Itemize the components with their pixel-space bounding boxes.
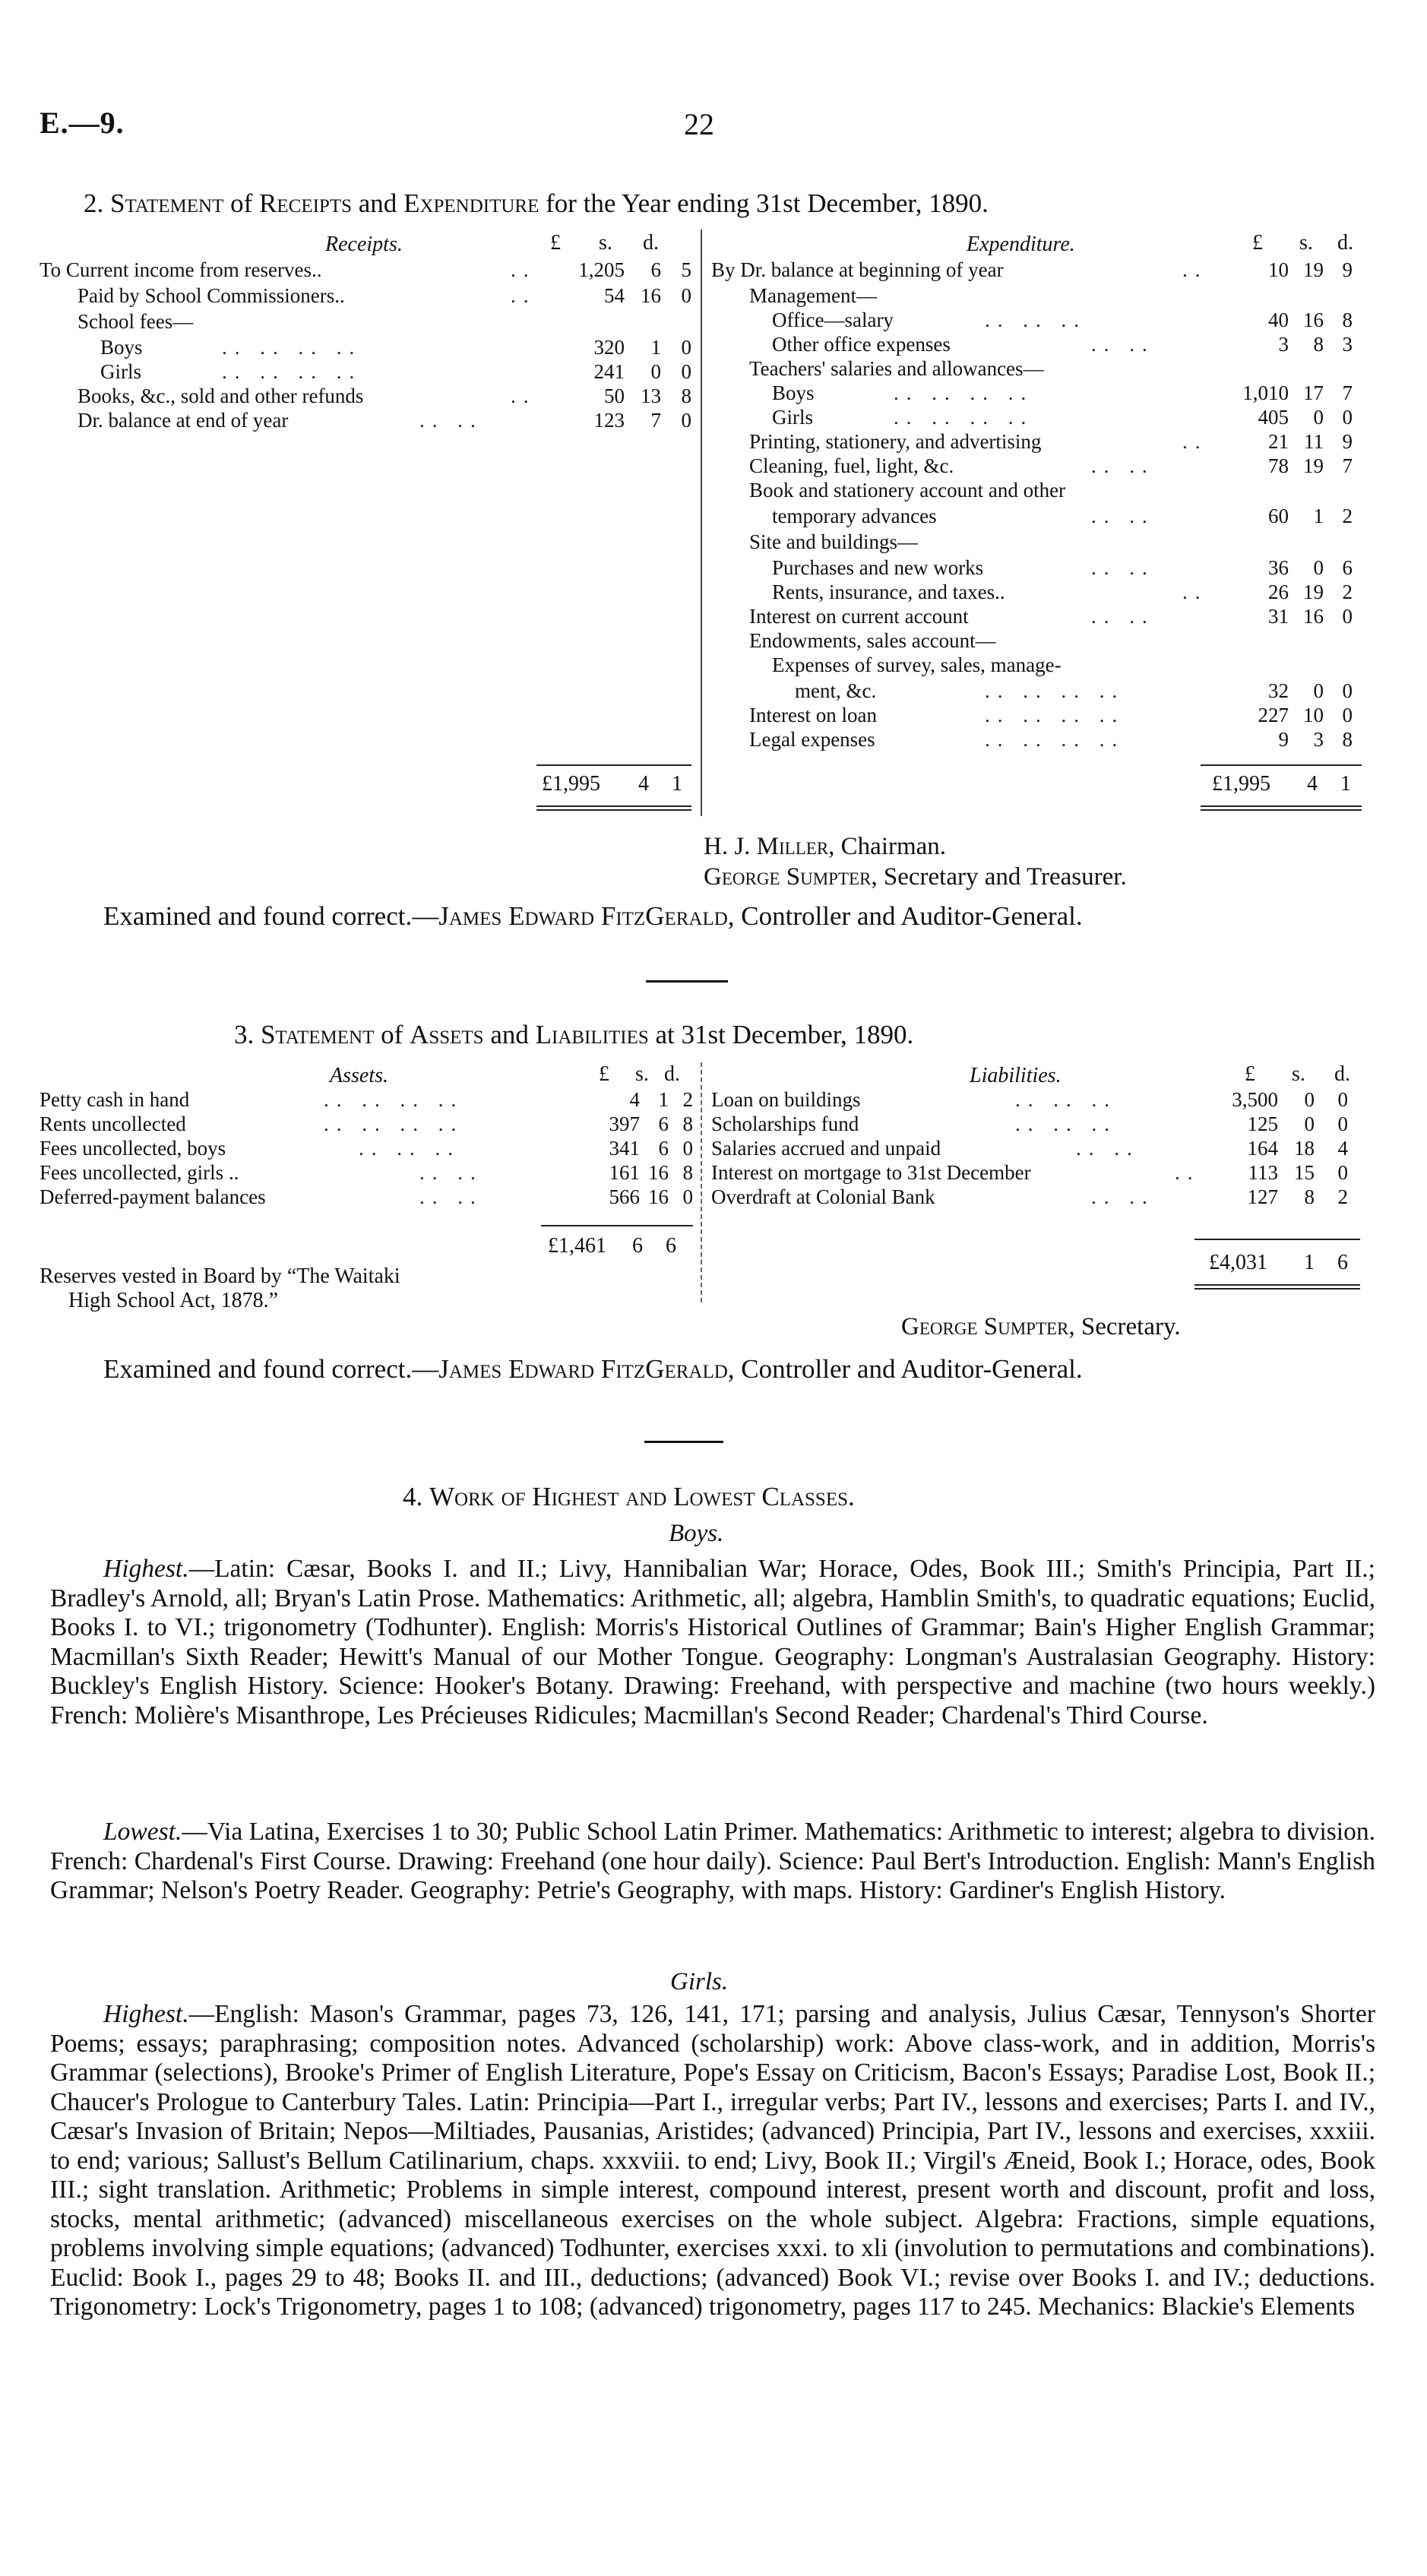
liabilities-total-double-rule	[1194, 1284, 1360, 1290]
receipt-row: Paid by School Commissioners.. .. 54 16 0	[78, 284, 691, 307]
receipts-expenditure-divider	[701, 229, 702, 816]
reserves-note-line2: High School Act, 1878.”	[68, 1289, 279, 1312]
expenditure-row: By Dr. balance at beginning of year .. 10 19 9	[711, 258, 1353, 281]
expenditure-row: Site and buildings—	[749, 530, 918, 553]
section4-title: 4. Work of Highest and Lowest Classes.	[403, 1482, 855, 1511]
boys-highest-paragraph: Highest.—Latin: Cæsar, Books I. and II.; Livy, Hannibalian War; Horace, Odes, Book III.; Smith's Principia, Part II.; Bradley's Arnold, all; Bryan's Latin Prose. Mathematics: Arithmetic, all; algebra, Hamblin Smith's, to quadratic equations; Euclid, Books I. to VI.; trigonometry (Todhunter). English: Morris's Historical Outlines of Grammar; Bain's Higher English Grammar; Macmillan's Sixth Reader; Hewitt's Manual of our Mother Tongue. Geography: Longman's Australasian Geography. History: Buckley's English History. Science: Hooker's Botany. Drawing: Freehand, with perspective and machine (two hours weekly.) French: Molière's Misanthrope, Les Précieuses Ridicules; Macmillan's Second Reader; Chardenal's Third Course.	[50, 1555, 1375, 1729]
liabilities-pence-unit: d.	[1334, 1062, 1350, 1086]
receipts-shilling-unit: s.	[599, 231, 612, 255]
expenditure-row: Teachers' salaries and allowances—	[749, 357, 1044, 380]
expenditure-row: Other office expenses .. .. 3 8 3	[772, 333, 1353, 356]
expenditure-shilling-unit: s.	[1299, 231, 1313, 255]
expenditure-total-rule	[1201, 764, 1362, 766]
receipts-pound-unit: £	[550, 231, 561, 255]
receipts-pence-unit: d.	[643, 231, 659, 255]
liabilities-total: £4,031 1 6	[1209, 1251, 1348, 1274]
asset-row: Deferred-payment balances .. .. 566 16 0	[40, 1185, 693, 1208]
expenditure-pound-unit: £	[1252, 231, 1263, 255]
liability-row: Salaries accrued and unpaid .. .. 164 18 4	[711, 1137, 1348, 1160]
secretary-treasurer-signature: George Sumpter, Secretary and Treasurer.	[704, 863, 1127, 891]
section2-title: 2. Statement of Receipts and Expenditure for the Year ending 31st December, 1890.	[84, 188, 989, 218]
expenditure-row: Interest on current account .. .. 31 16 0	[749, 605, 1353, 628]
asset-row: Fees uncollected, boys .. .. .. 341 6 0	[40, 1137, 693, 1160]
receipts-total-double-rule	[536, 805, 691, 811]
liabilities-pound-unit: £	[1245, 1062, 1255, 1086]
liability-row: Overdraft at Colonial Bank .. .. 127 8 2	[711, 1185, 1348, 1208]
audit-statement: Examined and found correct.—James Edward FitzGerald, Controller and Auditor-General.	[103, 901, 1083, 931]
receipt-row: School fees—	[78, 310, 194, 333]
expenditure-total: £1,995 4 1	[1212, 772, 1351, 796]
receipts-heading: Receipts.	[325, 233, 403, 256]
receipt-row: To Current income from reserves.. .. 1,205 6 5	[40, 258, 691, 281]
expenditure-row: Girls .. .. .. .. 405 0 0	[772, 406, 1353, 429]
asset-row: Petty cash in hand .. .. .. .. 4 1 2	[40, 1088, 693, 1111]
audit-statement-assets: Examined and found correct.—James Edward FitzGerald, Controller and Auditor-General.	[103, 1354, 1083, 1384]
expenditure-row: Rents, insurance, and taxes.. .. 26 19 2	[772, 581, 1353, 603]
expenditure-row: Legal expenses .. .. .. .. 9 3 8	[749, 728, 1353, 751]
expenditure-row: ment, &c. .. .. .. .. 32 0 0	[795, 679, 1353, 702]
assets-liabilities-divider	[701, 1062, 702, 1302]
expenditure-total-double-rule	[1201, 805, 1362, 811]
expenditure-row: Cleaning, fuel, light, &c. .. .. 78 19 7	[749, 454, 1353, 477]
expenditure-row: Book and stationery account and other	[749, 479, 1066, 502]
receipts-total: £1,995 4 1	[542, 772, 682, 796]
receipts-total-rule	[536, 764, 691, 766]
assets-total: £1,461 6 6	[548, 1234, 676, 1258]
receipt-row: Girls .. .. .. .. 241 0 0	[100, 360, 691, 383]
section-divider	[646, 980, 728, 983]
asset-row: Fees uncollected, girls .. .. .. 161 16 8	[40, 1161, 693, 1184]
expenditure-row: Boys .. .. .. .. 1,010 17 7	[772, 381, 1353, 404]
liabilities-shilling-unit: s.	[1292, 1062, 1305, 1086]
receipt-row: Books, &c., sold and other refunds .. 50 13 8	[78, 385, 691, 407]
secretary-signature: George Sumpter, Secretary.	[901, 1313, 1181, 1340]
assets-pound-unit: £	[599, 1062, 609, 1086]
liability-row: Interest on mortgage to 31st December .. 113 15 0	[711, 1161, 1348, 1184]
expenditure-row: temporary advances .. .. 60 1 2	[772, 505, 1353, 527]
expenditure-row: Endowments, sales account—	[749, 629, 996, 652]
expenditure-row: Printing, stationery, and advertising .. 21 11 9	[749, 430, 1353, 453]
assets-pence-unit: d.	[664, 1062, 680, 1086]
expenditure-heading: Expenditure.	[967, 233, 1075, 256]
assets-shilling-unit: s.	[635, 1062, 649, 1086]
expenditure-row: Purchases and new works .. .. 36 0 6	[772, 556, 1353, 579]
asset-row: Rents uncollected .. .. .. .. 397 6 8	[40, 1112, 693, 1135]
girls-heading: Girls.	[670, 1968, 729, 1995]
expenditure-row: Expenses of survey, sales, manage-	[772, 653, 1062, 676]
liabilities-heading: Liabilities.	[970, 1064, 1062, 1087]
expenditure-row: Interest on loan .. .. .. .. 227 10 0	[749, 704, 1353, 726]
liability-row: Scholarships fund .. .. .. 125 0 0	[711, 1112, 1348, 1135]
boys-heading: Boys.	[669, 1520, 724, 1547]
section3-title: 3. Statement of Assets and Liabilities at 31st December, 1890.	[234, 1020, 914, 1049]
section-divider	[644, 1441, 723, 1443]
expenditure-row: Office—salary .. .. .. 40 16 8	[772, 309, 1353, 331]
boys-lowest-paragraph: Lowest.—Via Latina, Exercises 1 to 30; Public School Latin Primer. Mathematics: Arithmetic to interest; algebra to division. French: Chardenal's First Course. Drawing: Freehand (one hour daily). Science: Paul Bert's Introduction. English: Mann's English Grammar; Nelson's Poetry Reader. Geography: Petrie's Geography, with maps. History: Gardiner's English History.	[50, 1818, 1375, 1904]
assets-total-rule	[541, 1225, 693, 1226]
reserves-note-line1: Reserves vested in Board by “The Waitaki	[40, 1264, 400, 1288]
report-code: E.—9.	[40, 106, 125, 140]
expenditure-row: Management—	[749, 284, 877, 307]
assets-heading: Assets.	[330, 1064, 388, 1087]
expenditure-pence-unit: d.	[1337, 231, 1353, 255]
receipt-row: Boys .. .. .. .. 320 1 0	[100, 336, 691, 359]
liability-row: Loan on buildings .. .. .. 3,500 0 0	[711, 1088, 1348, 1111]
page-number: 22	[684, 107, 714, 141]
receipt-row: Dr. balance at end of year .. .. 123 7 0	[78, 409, 691, 432]
girls-highest-paragraph: Highest.—English: Mason's Grammar, pages 73, 126, 141, 171; parsing and analysis, Julius Cæsar, Tennyson's Shorter Poems; essays; paraphrasing; composition notes. Advanced (scholarship) work: Above class-work, and in addition, Morris's Grammar (selections), Brooke's Primer of English Literature, Pope's Essay on Criticism, Bacon's Essays; Paradise Lost, Book II.; Chaucer's Prologue to Canterbury Tales. Latin: Principia—Part I., irregular verbs; Part IV., lessons and exercises; Parts I. and IV., Cæsar's Invasion of Britain; Nepos—Miltiades, Pausanias, Aristides; (advanced) Principia, Part IV., lessons and exercises, xxxiii. to end; various; Sallust's Bellum Catilinarium, chaps. xxxviii. to end; Livy, Book II.; Virgil's Æneid, Book I.; Horace, odes, Book III.; sight translation. Arithmetic; Problems in simple interest, compound interest, present worth and discount, profit and loss, stocks, mental arithmetic; (advanced) miscellaneous exercises on the whole subject. Algebra: Fractions, simple equations, problems involving simple equations; (advanced) Todhunter, exercises xxxi. to xli (involution to permutations and combinations). Euclid: Book I., pages 29 to 48; Books II. and III., deductions; (advanced) Book VI.; revise over Books I. and IV.; deductions. Trigonometry: Lock's Trigonometry, pages 1 to 108; (advanced) trigonometry, pages 117 to 245. Mechanics: Blackie's Elements	[50, 2000, 1375, 2321]
liabilities-total-rule	[1194, 1239, 1360, 1240]
chairman-signature: H. J. Miller, Chairman.	[704, 833, 947, 860]
